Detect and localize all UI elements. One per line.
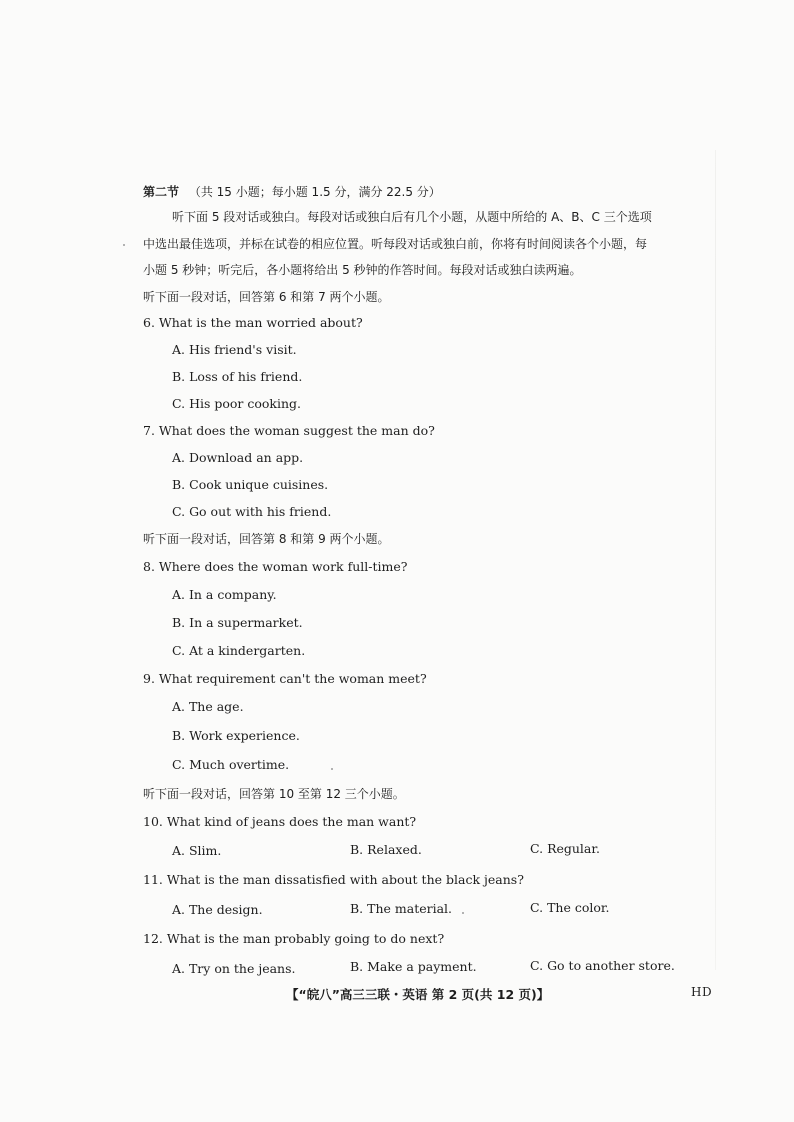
question-8-stem: 8. Where does the woman work full-time? — [143, 559, 408, 574]
question-9-stem: 9. What requirement can't the woman meet? — [143, 671, 427, 686]
question-6-option-a[interactable]: A. His friend's visit. — [172, 342, 297, 357]
scan-speck — [331, 768, 333, 770]
section-scoring: （共 15 小题；每小题 1.5 分，满分 22.5 分） — [188, 185, 441, 199]
question-10-option-a[interactable]: A. Slim. — [172, 843, 222, 858]
question-6-option-c[interactable]: C. His poor cooking. — [172, 396, 302, 411]
question-6-option-b[interactable]: B. Loss of his friend. — [172, 369, 303, 384]
question-7-option-a[interactable]: A. Download an app. — [172, 450, 304, 465]
question-12-option-b[interactable]: B. Make a payment. — [350, 959, 477, 974]
page-footer: 【“皖八”高三三联・英语 第 2 页(共 12 页)】 — [286, 987, 550, 1002]
question-9-option-b[interactable]: B. Work experience. — [172, 728, 300, 743]
question-8-option-a[interactable]: A. In a company. — [172, 587, 277, 602]
question-12-option-c[interactable]: C. Go to another store. — [530, 958, 675, 973]
question-6-stem: 6. What is the man worried about? — [143, 315, 363, 330]
question-11-option-c[interactable]: C. The color. — [530, 900, 610, 915]
question-11-option-a[interactable]: A. The design. — [172, 902, 263, 917]
question-7-stem: 7. What does the woman suggest the man do? — [143, 423, 435, 438]
question-9-option-a[interactable]: A. The age. — [172, 699, 244, 714]
question-12-option-a[interactable]: A. Try on the jeans. — [172, 961, 296, 976]
scan-speck — [123, 244, 125, 246]
question-9-option-c[interactable]: C. Much overtime. — [172, 757, 290, 772]
question-8-option-b[interactable]: B. In a supermarket. — [172, 615, 303, 630]
instruction-line-1: 听下面 5 段对话或独白。每段对话或独白后有几个小题，从题中所给的 A、B、C 三个选项 — [172, 210, 652, 224]
question-10-option-c[interactable]: C. Regular. — [530, 841, 600, 856]
scan-speck — [462, 912, 464, 914]
paper-fold-shadow — [715, 150, 716, 970]
question-7-option-c[interactable]: C. Go out with his friend. — [172, 504, 332, 519]
dialogue-1-lead: 听下面一段对话，回答第 6 和第 7 两个小题。 — [143, 290, 390, 304]
question-10-stem: 10. What kind of jeans does the man want? — [143, 814, 417, 829]
paper-code: HD — [691, 985, 713, 999]
question-8-option-c[interactable]: C. At a kindergarten. — [172, 643, 306, 658]
question-10-option-b[interactable]: B. Relaxed. — [350, 842, 422, 857]
dialogue-2-lead: 听下面一段对话，回答第 8 和第 9 两个小题。 — [143, 532, 390, 546]
instruction-line-3: 小题 5 秒钟；听完后，各小题将给出 5 秒钟的作答时间。每段对话或独白读两遍。 — [143, 263, 582, 277]
question-11-stem: 11. What is the man dissatisfied with about the black jeans? — [143, 872, 524, 887]
question-11-option-b[interactable]: B. The material. — [350, 901, 453, 916]
instruction-line-2: 中选出最佳选项，并标在试卷的相应位置。听每段对话或独白前，你将有时间阅读各个小题，每 — [143, 237, 648, 251]
dialogue-3-lead: 听下面一段对话，回答第 10 至第 12 三个小题。 — [143, 787, 405, 801]
question-7-option-b[interactable]: B. Cook unique cuisines. — [172, 477, 329, 492]
section-heading-line — [143, 184, 441, 200]
section-heading: 第二节 — [143, 185, 180, 199]
question-12-stem: 12. What is the man probably going to do next? — [143, 931, 445, 946]
